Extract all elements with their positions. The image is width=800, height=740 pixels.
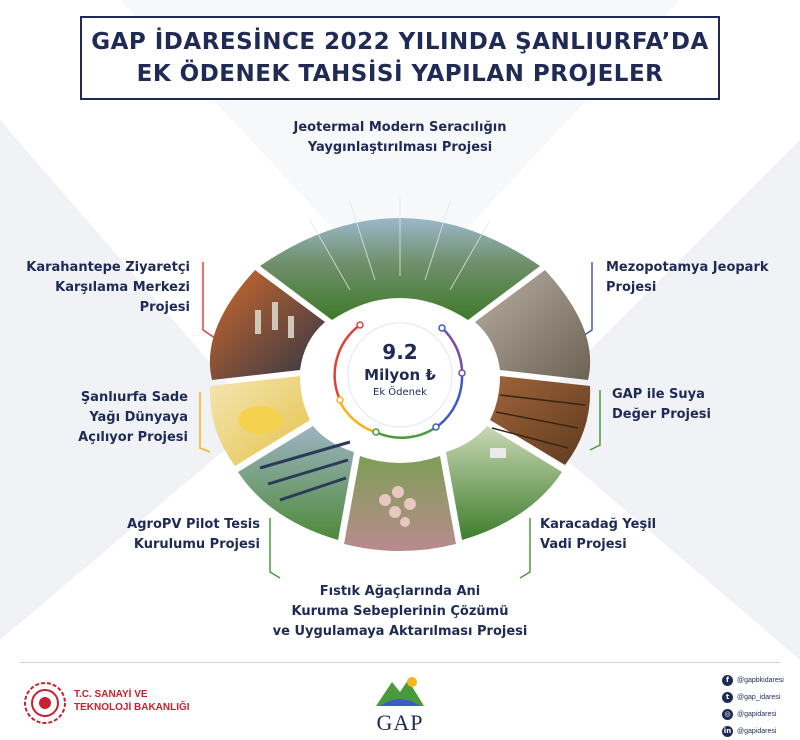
label-mezopotamya: Mezopotamya Jeopark Projesi [606, 260, 769, 295]
social-instagram[interactable] [722, 706, 798, 723]
social-links [722, 672, 798, 740]
ministry-logo [22, 678, 252, 728]
title-line-2: EK ÖDENEK TAHSİSİ YAPILAN PROJELER [136, 61, 664, 87]
footer-divider [20, 662, 780, 663]
gap-logo-text: GAP [376, 710, 424, 735]
ministry-name: T.C. SANAYİ VE TEKNOLOJİ BAKANLIĞI [74, 689, 190, 713]
label-suya-deger: GAP ile Suya Değer Projesi [612, 387, 712, 422]
center-label: Ek Ödenek [373, 387, 427, 398]
label-karahantepe: Karahantepe Ziyaretçi Karşılama Merkezi Projesi [26, 260, 190, 315]
social-twitter[interactable] [722, 689, 798, 706]
label-agropv: AgroPV Pilot Tesis Kurulumu Projesi [127, 517, 260, 552]
center-unit: Milyon ₺ [364, 366, 436, 384]
label-jeotermal: Jeotermal Modern Seracılığın Yaygınlaştırılması Projesi [293, 120, 507, 155]
center-amount: 9.2 [382, 340, 418, 364]
center-total [350, 340, 450, 400]
photo-fistik [344, 456, 456, 551]
twitter-icon: t [722, 692, 733, 703]
instagram-icon: ◎ [722, 709, 733, 720]
gap-logo-icon [370, 672, 430, 712]
title-line-1: GAP İDARESİNCE 2022 YILINDA ŞANLIURFA’DA [91, 29, 709, 55]
social-handle: @gapbkidaresi [737, 677, 784, 684]
linkedin-icon: in [723, 727, 732, 735]
ministry-emblem-icon [22, 680, 68, 726]
social-facebook[interactable] [722, 672, 798, 689]
social-handle: @gapidaresi [737, 711, 777, 718]
label-karacadag: Karacadağ Yeşil Vadi Projesi [540, 517, 657, 552]
label-fistik: Fıstık Ağaçlarında Ani Kuruma Sebeplerinin Çözümü ve Uygulamaya Aktarılması Projesi [272, 584, 528, 639]
social-linkedin[interactable] [722, 723, 798, 740]
facebook-icon: f [722, 675, 733, 686]
social-handle: @gapidaresi [737, 728, 777, 735]
label-sade-yagi: Şanlıurfa Sade Yağı Dünyaya Açılıyor Projesi [78, 390, 188, 445]
social-handle: @gap_idaresi [737, 694, 781, 701]
gap-logo [370, 672, 430, 734]
